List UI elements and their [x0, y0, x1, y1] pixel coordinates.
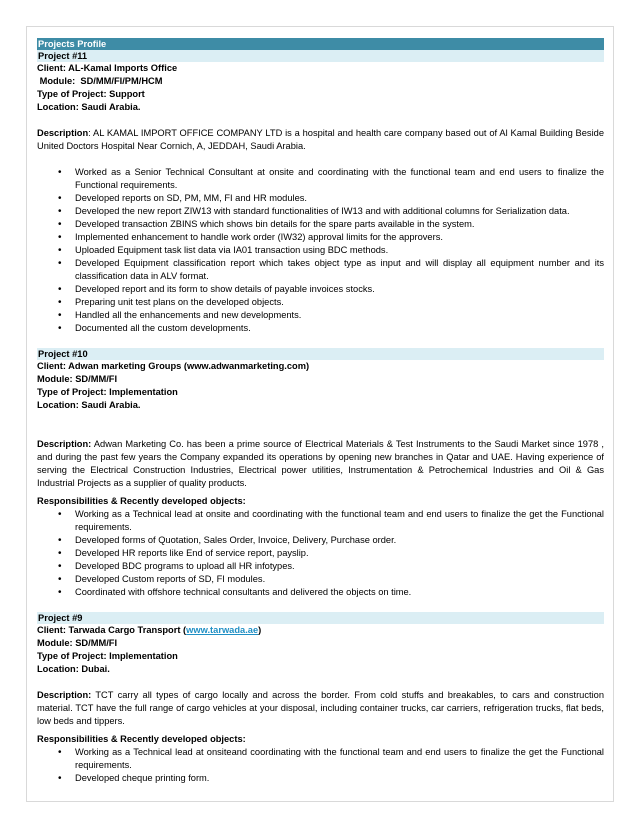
project-type: Type of Project: Implementation — [37, 651, 178, 661]
description-label: Description — [37, 128, 89, 138]
list-item: • Worked as a Senior Technical Consultant at onsite and coordinating with the functional team and end users to finalize the Functional requirements. — [37, 166, 604, 192]
project-module: Module: SD/MM/FI/PM/HCM — [37, 76, 163, 86]
project-title: Project #9 — [37, 612, 604, 624]
list-item: • Preparing unit test plans on the developed objects. — [37, 296, 604, 309]
project-location: Location: Dubai. — [37, 664, 110, 674]
bullet-list — [37, 746, 604, 785]
responsibilities-label: Responsibilities & Recently developed objects: — [37, 496, 246, 506]
description-label: Description: — [37, 439, 92, 449]
responsibilities-label: Responsibilities & Recently developed objects: — [37, 734, 246, 744]
bullet-list — [37, 508, 604, 599]
page-content — [37, 38, 604, 785]
project-title: Project #11 — [37, 50, 604, 62]
project-description — [37, 438, 604, 490]
list-item: • Developed Custom reports of SD, FI modules. — [37, 573, 604, 586]
list-item: • Developed the new report ZIW13 with standard functionalities of IW13 and with additional columns for Serialization data. — [37, 205, 604, 218]
list-item: • Developed BDC programs to upload all HR infotypes. — [37, 560, 604, 573]
project-client — [37, 624, 604, 637]
project-description — [37, 127, 604, 153]
project-description — [37, 689, 604, 728]
description-text: : AL KAMAL IMPORT OFFICE COMPANY LTD is a hospital and health care company based out of Al Kamal Building Beside United Doctors Hospital Near Cornich, A, JEDDAH, Saudi Arabia. — [37, 128, 604, 151]
project-module: Module: SD/MM/FI — [37, 638, 118, 648]
project-client: Client: Adwan marketing Groups (www.adwanmarketing.com) — [37, 361, 310, 371]
project-type: Type of Project: Support — [37, 89, 145, 99]
project-11 — [37, 50, 604, 348]
description-label: Description: — [37, 690, 92, 700]
list-item: • Coordinated with offshore technical consultants and delivered the objects on time. — [37, 586, 604, 599]
project-module: Module: SD/MM/FI — [37, 374, 118, 384]
project-type: Type of Project: Implementation — [37, 387, 178, 397]
client-suffix: ) — [258, 625, 262, 635]
list-item: • Implemented enhancement to handle work order (IW32) approval limits for the approvers. — [37, 231, 604, 244]
client-website-link[interactable]: www.tarwada.ae — [186, 625, 259, 635]
project-9 — [37, 612, 604, 785]
project-title: Project #10 — [37, 348, 604, 360]
list-item: • Handled all the enhancements and new developments. — [37, 309, 604, 322]
project-10 — [37, 348, 604, 612]
project-location: Location: Saudi Arabia. — [37, 400, 141, 410]
list-item: • Developed report and its form to show details of payable invoices stocks. — [37, 283, 604, 296]
list-item: • Developed forms of Quotation, Sales Order, Invoice, Delivery, Purchase order. — [37, 534, 604, 547]
list-item: • Developed cheque printing form. — [37, 772, 604, 785]
project-location: Location: Saudi Arabia. — [37, 102, 141, 112]
description-text: Adwan Marketing Co. has been a prime source of Electrical Materials & Test Instruments to the Saudi Market since 1978 , and during the past few years the Company expanded its operations by opening new branches in Qatar and UAE. Having experience of serving the Electrical Construction Industries, Electrical power utilities, Instrumentation & Petrochemical Industries and Oil & Gas Industrial Projects as a supplier of quality products. — [37, 439, 604, 488]
bullet-list — [37, 166, 604, 335]
list-item: • Documented all the custom developments. — [37, 322, 604, 335]
list-item: • Developed transaction ZBINS which shows bin details for the spare parts available in the system. — [37, 218, 604, 231]
client-prefix: Client: Tarwada Cargo Transport ( — [37, 625, 187, 635]
list-item: • Developed Equipment classification report which takes object type as input and will display all equipment number and its classification data in ALV format. — [37, 257, 604, 283]
list-item: • Working as a Technical lead at onsite and coordinating with the functional team and end users to finalize the get the Functional requirements. — [37, 508, 604, 534]
list-item: • Developed HR reports like End of service report, payslip. — [37, 547, 604, 560]
list-item: • Developed reports on SD, PM, MM, FI and HR modules. — [37, 192, 604, 205]
list-item: • Working as a Technical lead at onsiteand coordinating with the functional team and end users to finalize the get the Functional requirements. — [37, 746, 604, 772]
projects-profile-header: Projects Profile — [37, 38, 604, 50]
list-item: • Uploaded Equipment task list data via IA01 transaction using BDC methods. — [37, 244, 604, 257]
project-client: Client: AL-Kamal Imports Office — [37, 63, 178, 73]
description-text: TCT carry all types of cargo locally and across the border. From cold stuffs and breakables, to cars and construction material. TCT have the full range of cargo vehicles at your disposal, including container trucks, car carriers, refrigeration trucks, flat beds, low beds and tippers. — [37, 690, 604, 726]
document-page — [26, 26, 614, 802]
